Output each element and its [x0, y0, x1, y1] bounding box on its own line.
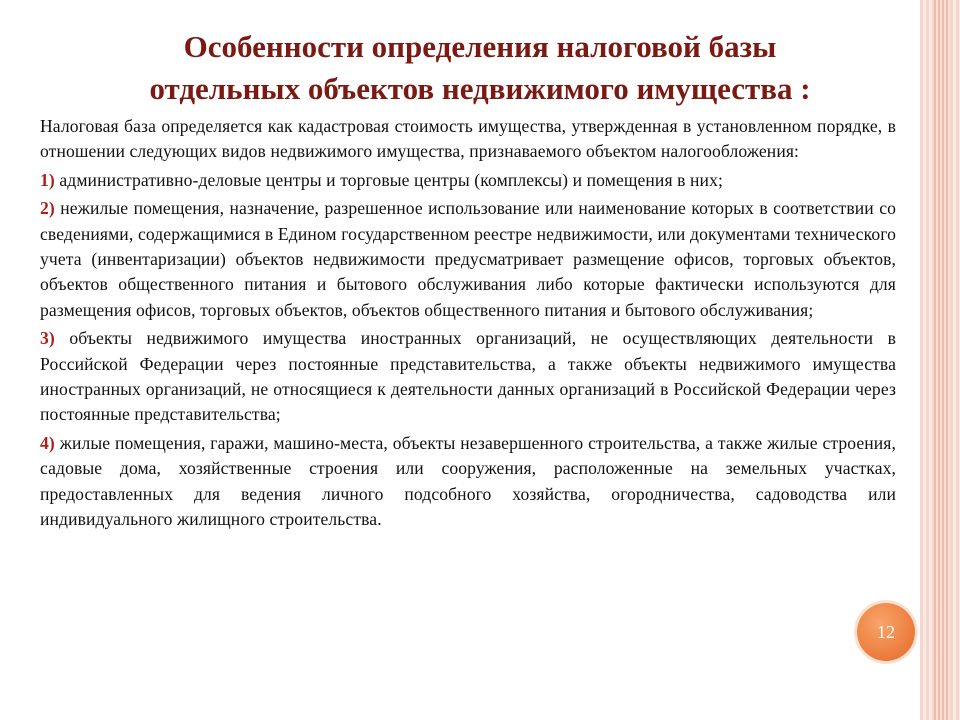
page-number-badge: 12	[857, 603, 915, 661]
item-number: 4)	[40, 432, 55, 453]
slide-title	[40, 26, 920, 110]
list-item-3	[40, 326, 896, 428]
list-item-4	[40, 431, 896, 533]
decorative-stripes	[920, 0, 960, 720]
item-text: нежилые помещения, назначение, разрешенное использование или наименование которых в соответствии со сведениями, содержащимися в Едином государственном реестре недвижимости, или документами технического учета (инвентаризации) объектов недвижимости предусматривает размещение офисов, торговых объектов, объектов общественного питания и бытового обслуживания либо которые фактически используются для размещения офисов, торговых объектов, объектов общественного питания и бытового обслуживания;	[40, 198, 897, 320]
intro-paragraph: Налоговая база определяется как кадастровая стоимость имущества, утвержденная в установленном порядке, в отношении следующих видов недвижимого имущества, признаваемого объектом налогообложения:	[40, 116, 896, 162]
title-line-2: отдельных объектов недвижимого имущества :	[149, 71, 811, 106]
item-number: 2)	[40, 198, 55, 219]
title-line-1: Особенности определения налоговой базы	[183, 29, 777, 64]
item-text: жилые помещения, гаражи, машино-места, объекты незавершенного строительства, а также жилые строения, садовые дома, хозяйственные строения или сооружения, расположенные на земельных участках, предоставленных для ведения личного подсобного хозяйства, огородничества, садоводства или индивидуального жилищного строительства.	[40, 432, 896, 530]
list-item-1	[40, 168, 896, 193]
slide-body	[40, 114, 896, 536]
item-text: административно-деловые центры и торговые центры (комплексы) и помещения в них;	[59, 169, 723, 190]
decorative-stripes-inner	[934, 0, 950, 720]
list-item-2	[40, 196, 896, 323]
item-number: 1)	[40, 169, 55, 190]
item-text: объекты недвижимого имущества иностранных организаций, не осуществляющих деятельности в Российской Федерации через постоянные представительства, а также объекты недвижимого имущества иностранных организаций, не относящиеся к деятельности данных организаций в Российской Федерации через постоянные представительства;	[40, 328, 897, 425]
item-number: 3)	[40, 328, 55, 349]
